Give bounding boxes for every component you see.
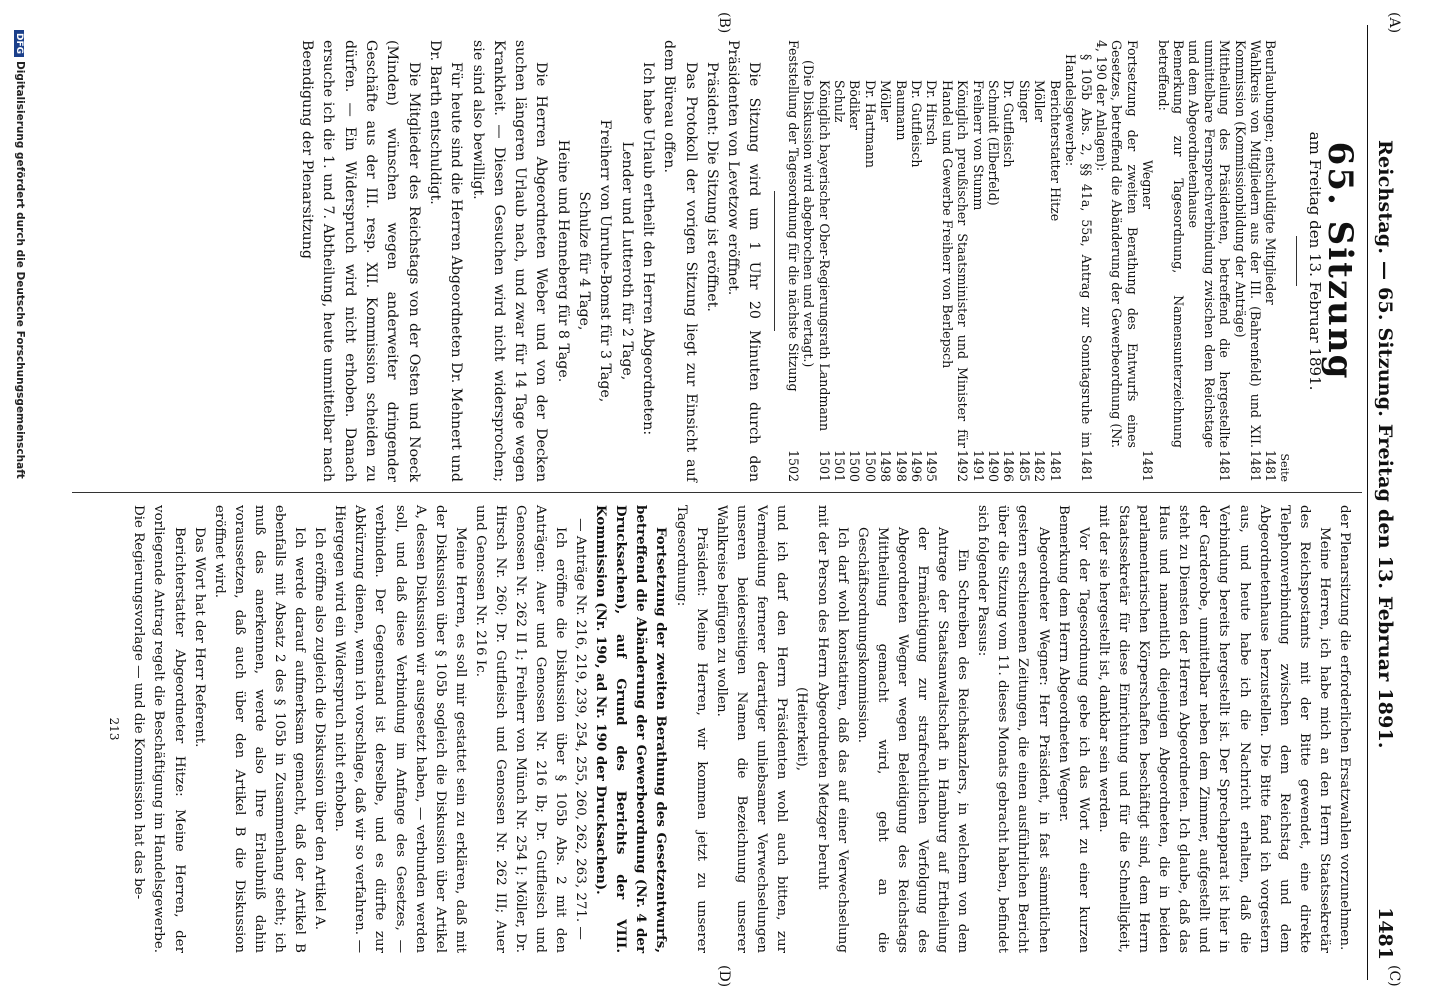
body-paragraph: Das Protokoll der vorigen Sitzung liegt zur Einsicht auf dem Büreau offen.: [661, 40, 699, 482]
toc-item: § 105b Abs. 2, §§ 41a, 55a, Antrag zur Sonntagsruhe im Handelsgewerbe: 1481: [1063, 54, 1094, 482]
toc-item: Dr. Gutfleisch 1486: [1001, 80, 1017, 482]
toc-item: Möller 1498: [878, 80, 894, 482]
leave-list-item: Freiherr von Unruhe-Bomst für 3 Tage,: [597, 119, 614, 403]
president-paragraph: Präsident: Die Sitzung ist eröffnet.: [703, 62, 720, 312]
leave-list-item: Schulze für 4 Tage,: [576, 191, 593, 331]
toc-item: Singer 1485: [1016, 80, 1032, 482]
session-date: am Freitag den 13. Februar 1891.: [1305, 131, 1324, 391]
body-paragraph: Ich habe Urlaub ertheilt den Herren Abgeordneten:: [639, 62, 656, 436]
right-column: [104, 505, 1354, 953]
toc-item: Berichterstatter Hitze 1481: [1047, 80, 1063, 482]
header-rule: [1367, 25, 1368, 980]
toc-item: Bemerkung zur Tagesordnung, Namensunterzeichnung betreffend:: [1155, 40, 1186, 448]
digitization-credit: [14, 30, 26, 990]
toc-item: Dr. Hirsch 1495: [924, 80, 940, 482]
opening-paragraph: Die Sitzung wird um 1 Uhr 20 Minuten durch den Präsidenten von Levetzow eröffnet.: [725, 40, 763, 482]
leave-list-item: Lender und Lutteroth für 2 Tage,: [618, 141, 635, 381]
margin-letter-b: (B): [716, 12, 732, 34]
table-of-contents: [785, 40, 1278, 482]
running-head: Reichstag. — 65. Sitzung. Freitag den 13. Februar 1891.: [1374, 140, 1396, 749]
toc-item: Wahlkreis von Mitgliedern aus der III. (Bahrenfeld) und XII. Kommission (Kommissionbildung der Anträge) 1481: [1232, 40, 1263, 482]
body-paragraph: Vor der Tagesordnung gebe ich das Wort zu einer kurzen Bemerkung dem Herrn Abgeordneten Wegner.: [1055, 505, 1091, 953]
toc-rule: [774, 191, 775, 331]
leave-list-item: Heine und Henneberg für 8 Tage.: [554, 139, 571, 383]
speech-paragraph: Abgeordneter Wegner: Herr Präsident, in fast sämmtlichen gestern erschienenen Zeitungen, die einen ausführlichen Bericht über die Sitzung vom 11. dieses Monats gebracht haben, befindet sich folgender Passus:: [975, 505, 1051, 953]
toc-item: Königlich preußischer Staatsminister und Minister für Handel und Gewerbe Freiherr von Berlepsch 1492: [939, 80, 971, 482]
body-paragraph: Die Mitglieder des Reichstags von der Osten und Noeck (Minden) wünschen wegen anderweiter dringender Geschäfte aus der III. resp. XII. Kommission scheiden zu dürfen. — Ein Widerspruch wird nicht erhoben. Danach ersuche ich die 1. und 7. Abtheilung, heute unmittelbar nach Beendigung der Plenarsitzung: [299, 40, 422, 482]
body-paragraph: Für heute sind die Herren Abgeordneten Dr. Mehnert und Dr. Barth entschuldigt.: [426, 40, 465, 482]
page-header: [1364, 0, 1404, 1000]
body-paragraph: Die Herren Abgeordneten Weber und von der Decken suchen längeren Urlaub nach, und zwar für 14 Tage wegen Krankheit. — Diesen Gesuchen wird nicht widersprochen; sie sind also bewilligt.: [469, 40, 550, 482]
margin-letter-c: (C): [1386, 965, 1402, 987]
toc-item: Möller 1482: [1032, 80, 1048, 482]
body-paragraph: Meine Herren, es soll mir gestattet sein zu erklären, daß mit der Diskussion über § 105b sogleich die Diskussion über Artikel A, dessen Diskussion wir ausgesetzt haben, — verbunden werden soll, und daß diese Verbindung im Anfange des Gesetzes, — verbinden. Der Gegenstand ist derselbe, und es dürfte zur Abkürzung dienen, wenn ich vorschlage, daß wir so verfahren. — Hiergegen wird ein Widerspruch nicht erhoben.: [332, 505, 468, 953]
body-paragraph: der Plenarsitzung die erforderlichen Ersatzwahlen vorzunehmen.: [1337, 505, 1352, 951]
toc-item: Wegner 1481: [1140, 160, 1156, 482]
toc-item: Beurlaubungen; entschuldigte Mitglieder 1481: [1263, 40, 1279, 482]
signature-mark: 213: [107, 717, 122, 741]
body-paragraph: Das Wort hat der Herr Referent.: [191, 527, 207, 748]
margin-letter-d: (D): [716, 965, 732, 988]
toc-item: Dr. Hartmann 1500: [862, 80, 878, 482]
body-paragraph: Meine Herren, ich habe mich an den Herrn Staatssekretär des Reichspostamts mit der Bitte gewendet, eine direkte Telephonverbindung zwischen dem Reichstag und dem Abgeordnetenhause herzustellen. Die Bitte fand ich vorgestern aus, und heute habe ich die Nachricht erhalten, daß die Verbindung bereits hergestellt ist. Der Sprechapparat ist hier in der Garderobe, unmittelbar neben dem Zimmer, aufgestellt und steht zu Diensten der Herren Abgeordneten. Ich glaube, daß das Haus und namentlich diejenigen Abgeordneten, die in beiden parlamentarischen Körperschaften beschäftigt sind, dem Herrn Staatssekretär für diese Einrichtung und für die Schnelligkeit, mit der sie hergestellt ist, dankbar sein werden.: [1095, 505, 1332, 953]
toc-item: Baumann 1498: [893, 80, 909, 482]
toc-item: (Die Diskussion wird abgebrochen und vertagt.): [801, 60, 817, 368]
motions-list: — Anträge Nr. 216, 219, 239, 254, 255, 260, 262, 263, 271. —: [573, 518, 589, 940]
credit-text: Digitalisierung gefördert durch die Deutsche Forschungsgemeinschaft: [14, 61, 26, 479]
president-paragraph: Präsident: Meine Herren, wir kommen jetzt zu unserer Tagesordnung:: [673, 505, 709, 953]
body-paragraph: Ich eröffne die Diskussion über § 105b Abs. 2 mit den Anträgen: Auer und Genossen Nr. 216 Ib; Dr. Gutfleisch und Genossen Nr. 262 II 1; Freiherr von Münch Nr. 254 I; Möller, Dr. Hirsch Nr. 260; Dr. Gutfleisch und Genossen Nr. 262 III; Auer und Genossen Nr. 216 Ic.: [472, 505, 569, 953]
column-rule: [72, 492, 1362, 493]
toc-item: Dr. Gutfleisch 1496: [909, 80, 925, 482]
toc-item: Feststellung der Tagesordnung für die nächste Sitzung 1502: [785, 40, 801, 482]
speech-paragraph: Berichterstatter Abgeordneter Hitze: Meine Herren, der vorliegende Antrag regelt die Beschäftigung im Handelsgewerbe. Die Regierungsvorlage — und die Kommission hat das be-: [131, 505, 187, 953]
toc-item: Fortsetzung der zweiten Berathung des Entwurfs eines Gesetzes, betreffend die Abänderung der Gewerbeordnung (Nr. 4, 190 der Anlagen):: [1093, 40, 1140, 448]
agenda-item: Fortsetzung der zweiten Berathung des Gesetzentwurfs, betreffend die Abänderung der Gewerbeordnung (Nr. 4 der Drucksachen), auf Grund des Berichts der VIII. Kommission (Nr. 190, ad Nr. 190 der Drucksachen).: [592, 505, 669, 953]
session-title: 65. Sitzung: [1320, 141, 1360, 381]
toc-item: Schulz 1501: [832, 80, 848, 482]
body-paragraph: und ich darf den Herrn Präsidenten wohl auch bitten, zur Vermeidung fernerer derartiger unliebsamer Verwechselungen unseren beiderseitigen Namen die Bezeichnung unserer Wahlkreise beifügen zu wollen.: [714, 505, 790, 953]
toc-item: Freiherr von Stumm 1491: [970, 80, 986, 482]
quoted-paragraph: Ein Schreiben des Reichskanzlers, in welchem von dem Antrage der Staatsanwaltschaft in Hamburg auf Ertheilung der Ermächtigung zur strafrechtlichen Verfolgung des Abgeordneten Wegner wegen Beleidigung des Reichstags Mittheilung gemacht wird, geht an die Geschäftsordnungskommission.: [854, 527, 971, 953]
toc-item: Mittheilung des Präsidenten, betreffend die hergestellte unmittelbare Fernsprechverbindung zwischen dem Reichstage und dem Abgeordnetenhause 1481: [1186, 40, 1233, 482]
margin-letter-a: (A): [1386, 12, 1402, 34]
body-paragraph: Ich darf wohl konstatiren, daß das auf einer Verwechselung mit der Person des Herrn Abgeordneten Metzger beruht: [814, 505, 850, 953]
toc-item: Bödiker 1500: [847, 80, 863, 482]
toc-item: Königlich bayerischer Ober-Regierungsrath Landmann 1501: [816, 80, 832, 482]
page-number: 1481: [1374, 907, 1396, 960]
body-paragraph: Ich werde darauf aufmerksam gemacht, daß der Artikel B ebenfalls mit Absatz 2 des § 105b in Zusammenhang steht; ich muß das anerkennen, werde also Ihre Erlaubniß dahin voraussetzen, daß auch über den Artikel B die Diskussion eröffnet wird.: [211, 505, 308, 953]
left-column: [296, 40, 1360, 482]
toc-seite-label: Seite: [1278, 453, 1292, 482]
body-paragraph: Ich eröffne also zugleich die Diskussion über den Artikel A.: [312, 527, 328, 930]
toc-item: Schmidt (Elberfeld) 1490: [986, 80, 1002, 482]
interjection: (Heiterkeit),: [794, 687, 810, 771]
title-rule: [1296, 236, 1297, 286]
dfg-logo-icon: DFG: [14, 30, 24, 57]
